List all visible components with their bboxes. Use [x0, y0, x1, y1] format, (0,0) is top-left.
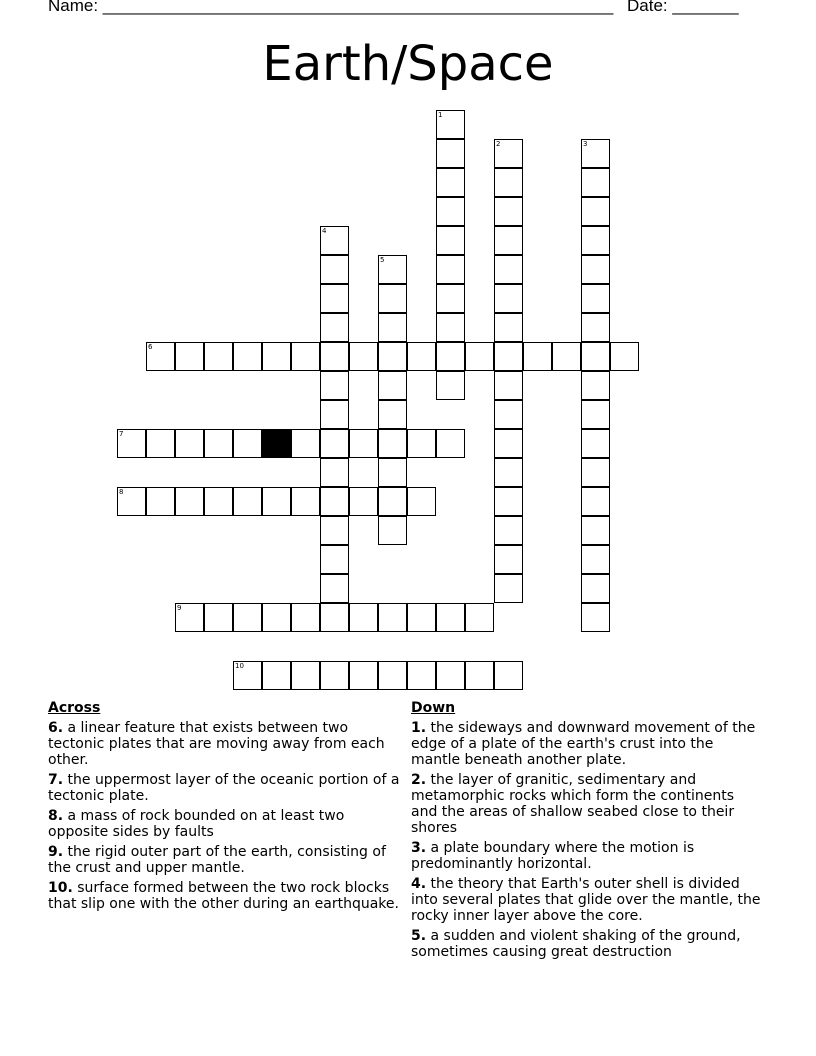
clue-text: the theory that Earth's outer shell is divided into several plates that glide over the mantle, the rocky inner layer above the core. — [411, 876, 761, 924]
grid-cell[interactable] — [552, 342, 581, 371]
grid-cell[interactable] — [436, 139, 465, 168]
clue-item — [48, 844, 400, 876]
grid-cell[interactable] — [581, 139, 610, 168]
grid-cell[interactable] — [117, 429, 146, 458]
grid-cell[interactable] — [233, 342, 262, 371]
grid-cell[interactable] — [146, 429, 175, 458]
grid-cell[interactable] — [233, 603, 262, 632]
grid-cell[interactable] — [523, 342, 552, 371]
grid-cell[interactable] — [262, 603, 291, 632]
grid-cell[interactable] — [320, 342, 349, 371]
grid-cell[interactable] — [204, 487, 233, 516]
grid-cell[interactable] — [378, 313, 407, 342]
clue-item — [411, 840, 763, 872]
grid-cell[interactable] — [407, 603, 436, 632]
clue-text: the uppermost layer of the oceanic portion of a tectonic plate. — [48, 772, 400, 804]
clue-number: 10. — [48, 880, 73, 896]
grid-cell[interactable] — [436, 661, 465, 690]
grid-cell[interactable] — [378, 342, 407, 371]
cell-number: 3 — [583, 140, 588, 148]
clue-number: 9. — [48, 844, 64, 860]
clue-item — [48, 720, 400, 768]
grid-cell[interactable] — [204, 429, 233, 458]
clue-text: a plate boundary where the motion is predominantly horizontal. — [411, 840, 695, 872]
grid-cell[interactable] — [494, 371, 523, 400]
grid-cell[interactable] — [320, 226, 349, 255]
grid-cell[interactable] — [494, 574, 523, 603]
grid-cell[interactable] — [494, 284, 523, 313]
grid-cell[interactable] — [320, 371, 349, 400]
grid-cell[interactable] — [204, 342, 233, 371]
clue-text: the layer of granitic, sedimentary and metamorphic rocks which form the continents and the areas of shallow seabed close to their shores — [411, 772, 735, 836]
grid-cell[interactable] — [494, 516, 523, 545]
grid-cell[interactable] — [291, 429, 320, 458]
cell-number: 1 — [438, 111, 443, 119]
across-clue-list — [48, 720, 400, 912]
grid-cell[interactable] — [378, 661, 407, 690]
grid-cell[interactable] — [494, 487, 523, 516]
cell-number: 4 — [322, 227, 327, 235]
grid-cell[interactable] — [581, 574, 610, 603]
grid-cell[interactable] — [407, 342, 436, 371]
page-title: Earth/Space — [262, 36, 554, 92]
grid-cell[interactable] — [494, 226, 523, 255]
name-field-line[interactable]: Name: ______________________________________________________ — [48, 0, 614, 15]
grid-cell[interactable] — [407, 661, 436, 690]
cell-number: 8 — [119, 488, 124, 496]
grid-cell[interactable] — [349, 429, 378, 458]
clue-text: the rigid outer part of the earth, consisting of the crust and upper mantle. — [48, 844, 386, 876]
grid-cell[interactable] — [436, 284, 465, 313]
clue-number: 1. — [411, 720, 427, 736]
grid-cell[interactable] — [291, 603, 320, 632]
cell-number: 2 — [496, 140, 501, 148]
grid-cell[interactable] — [262, 487, 291, 516]
grid-cell[interactable] — [407, 487, 436, 516]
grid-cell[interactable] — [175, 342, 204, 371]
across-clues — [48, 700, 400, 912]
cell-number: 6 — [148, 343, 153, 351]
grid-cell[interactable] — [581, 603, 610, 632]
date-field-line[interactable]: Date: _______ — [627, 0, 739, 15]
grid-cell[interactable] — [291, 342, 320, 371]
clue-item — [411, 876, 763, 924]
grid-cell[interactable] — [175, 603, 204, 632]
grid-cell[interactable] — [436, 226, 465, 255]
cell-number: 7 — [119, 430, 124, 438]
grid-cell[interactable] — [378, 371, 407, 400]
grid-cell[interactable] — [146, 342, 175, 371]
grid-cell[interactable] — [378, 429, 407, 458]
grid-cell[interactable] — [581, 255, 610, 284]
grid-cell[interactable] — [581, 545, 610, 574]
grid-cell[interactable] — [436, 342, 465, 371]
black-cell — [262, 429, 291, 458]
grid-cell[interactable] — [494, 429, 523, 458]
grid-cell[interactable] — [146, 487, 175, 516]
grid-cell[interactable] — [349, 487, 378, 516]
clue-number: 3. — [411, 840, 427, 856]
down-heading: Down — [411, 700, 456, 716]
clue-text: a linear feature that exists between two tectonic plates that are moving away from each other. — [48, 720, 385, 768]
clue-number: 7. — [48, 772, 64, 788]
cell-number: 10 — [235, 662, 244, 670]
grid-cell[interactable] — [436, 371, 465, 400]
grid-cell[interactable] — [262, 342, 291, 371]
clue-number: 8. — [48, 808, 64, 824]
clue-item — [48, 772, 400, 804]
clue-number: 5. — [411, 928, 427, 944]
grid-cell[interactable] — [378, 400, 407, 429]
grid-cell[interactable] — [175, 429, 204, 458]
grid-cell[interactable] — [465, 342, 494, 371]
grid-cell[interactable] — [436, 255, 465, 284]
cell-number: 5 — [380, 256, 385, 264]
grid-cell[interactable] — [494, 255, 523, 284]
grid-cell[interactable] — [436, 168, 465, 197]
clue-item — [411, 928, 763, 960]
grid-cell[interactable] — [494, 458, 523, 487]
grid-cell[interactable] — [291, 661, 320, 690]
grid-cell[interactable] — [320, 661, 349, 690]
grid-cell[interactable] — [581, 284, 610, 313]
grid-cell[interactable] — [320, 516, 349, 545]
grid-cell[interactable] — [320, 400, 349, 429]
clue-text: a sudden and violent shaking of the ground, sometimes causing great destruction — [411, 928, 741, 960]
grid-cell[interactable] — [378, 458, 407, 487]
grid-cell[interactable] — [581, 313, 610, 342]
grid-cell[interactable] — [494, 168, 523, 197]
grid-cell[interactable] — [494, 313, 523, 342]
grid-cell[interactable] — [494, 661, 523, 690]
grid-cell[interactable] — [581, 226, 610, 255]
grid-cell[interactable] — [436, 603, 465, 632]
grid-cell[interactable] — [320, 313, 349, 342]
grid-cell[interactable] — [233, 429, 262, 458]
down-clues — [411, 700, 763, 960]
grid-cell[interactable] — [320, 574, 349, 603]
grid-cell[interactable] — [378, 487, 407, 516]
grid-cell[interactable] — [494, 342, 523, 371]
grid-cell[interactable] — [320, 284, 349, 313]
grid-cell[interactable] — [581, 487, 610, 516]
grid-cell[interactable] — [436, 429, 465, 458]
grid-cell[interactable] — [581, 429, 610, 458]
grid-cell[interactable] — [610, 342, 639, 371]
grid-cell[interactable] — [320, 545, 349, 574]
clue-item — [48, 880, 400, 912]
grid-cell[interactable] — [378, 516, 407, 545]
clue-number: 2. — [411, 772, 427, 788]
grid-cell[interactable] — [349, 603, 378, 632]
grid-cell[interactable] — [320, 603, 349, 632]
grid-cell[interactable] — [407, 429, 436, 458]
down-clue-list — [411, 720, 763, 960]
clue-text: the sideways and downward movement of the edge of a plate of the earth's crust into the mantle beneath another plate. — [411, 720, 756, 768]
grid-cell[interactable] — [465, 603, 494, 632]
grid-cell[interactable] — [581, 400, 610, 429]
grid-cell[interactable] — [117, 487, 146, 516]
grid-cell[interactable] — [349, 342, 378, 371]
grid-cell[interactable] — [320, 458, 349, 487]
grid-cell[interactable] — [581, 197, 610, 226]
grid-cell[interactable] — [233, 661, 262, 690]
grid-cell[interactable] — [378, 284, 407, 313]
clue-item — [48, 808, 400, 840]
grid-cell[interactable] — [581, 458, 610, 487]
across-heading: Across — [48, 700, 101, 716]
grid-cell[interactable] — [378, 255, 407, 284]
grid-cell[interactable] — [436, 313, 465, 342]
clue-text: surface formed between the two rock blocks that slip one with the other during an earthquake. — [48, 880, 399, 912]
clue-text: a mass of rock bounded on at least two opposite sides by faults — [48, 808, 345, 840]
grid-cell[interactable] — [436, 110, 465, 139]
grid-cell[interactable] — [494, 545, 523, 574]
clue-item — [411, 772, 763, 836]
grid-cell[interactable] — [233, 487, 262, 516]
grid-cell[interactable] — [378, 603, 407, 632]
grid-cell[interactable] — [320, 429, 349, 458]
clue-number: 6. — [48, 720, 64, 736]
grid-cell[interactable] — [291, 487, 320, 516]
grid-cell[interactable] — [494, 139, 523, 168]
grid-cell[interactable] — [494, 197, 523, 226]
grid-cell[interactable] — [581, 516, 610, 545]
grid-cell[interactable] — [175, 487, 204, 516]
grid-cell[interactable] — [581, 342, 610, 371]
clue-number: 4. — [411, 876, 427, 892]
grid-cell[interactable] — [204, 603, 233, 632]
grid-cell[interactable] — [349, 661, 378, 690]
grid-cell[interactable] — [581, 168, 610, 197]
grid-cell[interactable] — [581, 371, 610, 400]
grid-cell[interactable] — [436, 197, 465, 226]
grid-cell[interactable] — [262, 661, 291, 690]
grid-cell[interactable] — [494, 400, 523, 429]
grid-cell[interactable] — [320, 255, 349, 284]
grid-cell[interactable] — [320, 487, 349, 516]
clue-item — [411, 720, 763, 768]
cell-number: 9 — [177, 604, 182, 612]
grid-cell[interactable] — [465, 661, 494, 690]
